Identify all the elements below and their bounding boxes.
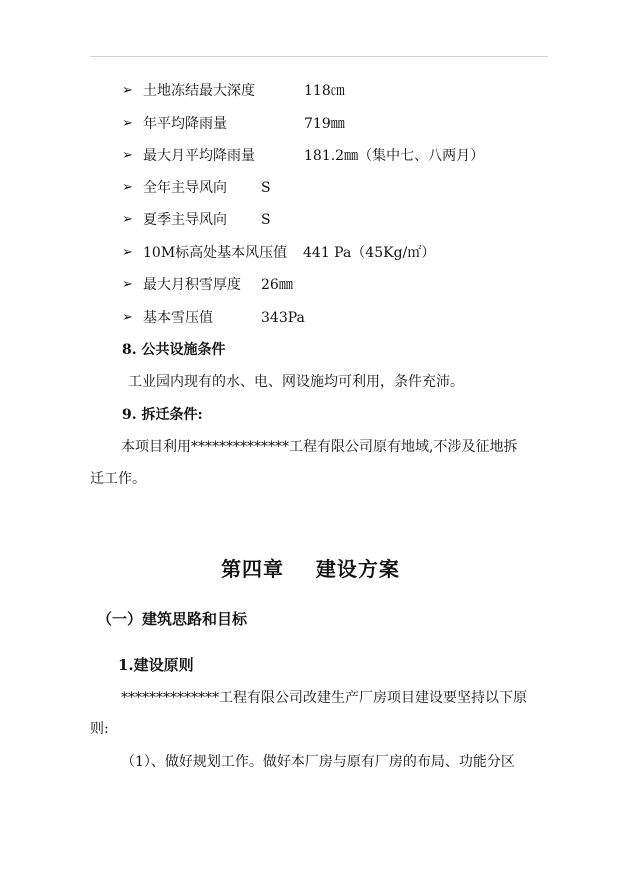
climate-label: 全年主导风向 bbox=[143, 180, 227, 196]
climate-label: 基本雪压值 bbox=[143, 310, 213, 326]
section-body: 本项目利用**************工程有限公司原有地域,不涉及征地拆 bbox=[121, 439, 518, 455]
climate-value: S bbox=[261, 212, 271, 228]
climate-value: S bbox=[261, 180, 271, 196]
climate-value: 441 Pa（45Kg/㎡） bbox=[303, 245, 436, 261]
paragraph-continued: 则: bbox=[90, 721, 109, 737]
climate-label: 10M标高处基本风压值 bbox=[143, 245, 288, 261]
climate-label: 最大月积雪厚度 bbox=[143, 277, 241, 293]
climate-value: 181.2㎜（集中七、八两月） bbox=[304, 148, 485, 164]
arrow-bullet-icon: ➢ bbox=[122, 212, 133, 227]
climate-value: 343Pa bbox=[261, 310, 305, 326]
heading-level-2: 1.建设原则 bbox=[118, 656, 194, 674]
chapter-title: 第四章 建设方案 bbox=[221, 557, 400, 581]
section-body-continued: 迁工作。 bbox=[90, 471, 146, 487]
numbered-item: （1）、做好规划工作。做好本厂房与原有厂房的布局、功能分区 bbox=[121, 754, 515, 770]
arrow-bullet-icon: ➢ bbox=[122, 245, 133, 260]
climate-label: 最大月平均降雨量 bbox=[143, 148, 255, 164]
arrow-bullet-icon: ➢ bbox=[122, 116, 133, 131]
climate-label: 夏季主导风向 bbox=[143, 212, 227, 228]
header-rule bbox=[90, 56, 548, 57]
arrow-bullet-icon: ➢ bbox=[122, 180, 133, 195]
section-body: 工业园内现有的水、电、网设施均可利用，条件充沛。 bbox=[128, 374, 464, 390]
section-heading: 8. 公共设施条件 bbox=[122, 342, 226, 358]
section-heading: 9. 拆迁条件: bbox=[122, 407, 203, 423]
climate-value: 26㎜ bbox=[261, 277, 293, 293]
arrow-bullet-icon: ➢ bbox=[122, 277, 133, 292]
climate-label: 年平均降雨量 bbox=[143, 116, 227, 132]
climate-label: 土地冻结最大深度 bbox=[143, 83, 255, 99]
climate-value: 719㎜ bbox=[304, 116, 345, 132]
heading-level-1: （一）建筑思路和目标 bbox=[97, 610, 248, 628]
paragraph: **************工程有限公司改建生产厂房项目建设要坚持以下原 bbox=[121, 690, 527, 706]
climate-value: 118㎝ bbox=[304, 83, 345, 99]
arrow-bullet-icon: ➢ bbox=[122, 148, 133, 163]
arrow-bullet-icon: ➢ bbox=[122, 83, 133, 98]
arrow-bullet-icon: ➢ bbox=[122, 310, 133, 325]
